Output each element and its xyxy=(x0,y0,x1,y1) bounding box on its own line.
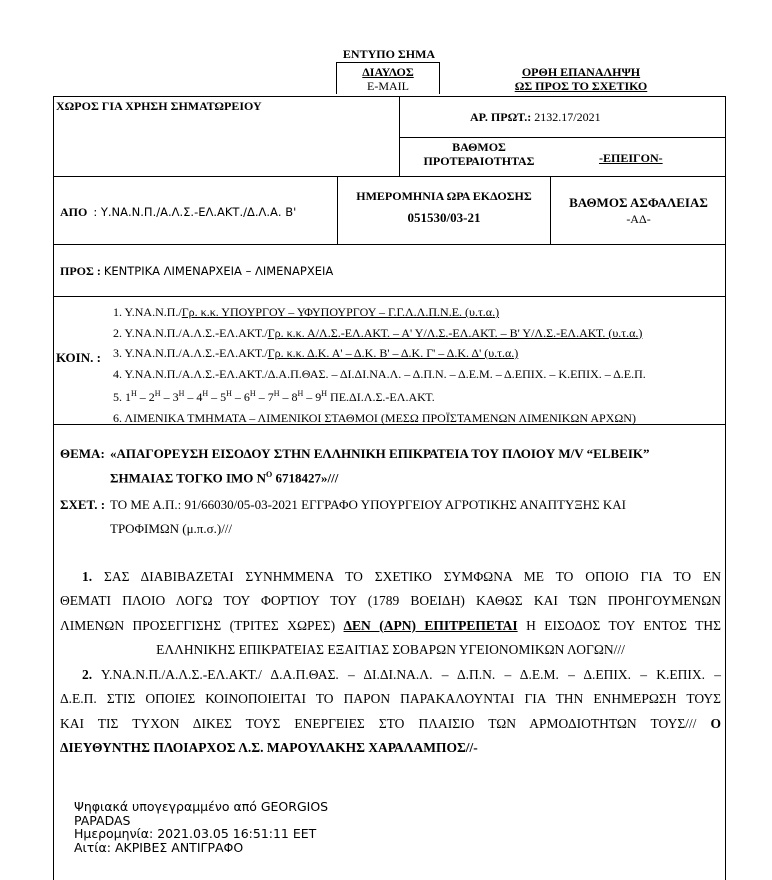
koin-item: 1. Υ.ΝΑ.Ν.Π./Γρ. κ.κ. ΥΠΟΥΡΓΟΥ – ΥΦΥΠΟΥΡΓΟΥ – Γ.Γ.Λ.Λ.Π.Ν.Ε. (υ.τ.α.) xyxy=(113,305,500,319)
reference-line1: ΤΟ ΜΕ Α.Π.: 91/66030/05-03-2021 ΕΓΓΡΑΦΟ ΥΠΟΥΡΓΕΙΟΥ ΑΓΡΟΤΙΚΗΣ ΑΝΑΠΤΥΞΗΣ ΚΑΙ xyxy=(110,497,627,512)
correct-repetition-block xyxy=(476,65,686,93)
to-field xyxy=(60,264,333,279)
issue-label: ΗΜΕΡΟΜΗΝΙΑ ΩΡΑ ΕΚΔΟΣΗΣ xyxy=(356,189,532,203)
priority-label-line2: ΠΡΟΤΕΡΑΙΟΤΗΤΑΣ xyxy=(423,154,535,168)
koin-item: 2. Υ.ΝΑ.Ν.Π./Α.Λ.Σ.-ΕΛ.ΑΚΤ./Γρ. κ.κ. Α/Λ.Σ.-ΕΛ.ΑΚΤ. – Α' Υ/Λ.Σ.-ΕΛ.ΑΚΤ. – Β' Υ/Λ.Σ.-ΕΛ.ΑΚΤ. (υ.τ.α.) xyxy=(113,325,643,340)
paragraph-1-line: 1. ΣΑΣ ΔΙΑΒΙΒΑΖΕΤΑΙ ΣΥΝΗΜΜΕΝΑ ΤΟ ΣΧΕΤΙΚΟ ΣΥΜΦΩΝΑ ΜΕ ΤΟ ΟΠΟΙΟ ΓΙΑ ΤΟ ΕΝ xyxy=(82,569,722,584)
protocol-label: ΑΡ. ΠΡΩΤ.: xyxy=(470,110,532,124)
reference-label: ΣΧΕΤ. : xyxy=(60,497,106,512)
security-value: -ΑΔ- xyxy=(626,212,651,226)
subject-line2: ΣΗΜΑΙΑΣ ΤΟΓΚΟ ΙΜΟ $N^O$ 6718427»/// xyxy=(110,470,339,486)
priority-value: -ΕΠΕΙΓΟΝ- xyxy=(599,151,663,165)
issue-value: 051530/03-21 xyxy=(407,210,481,225)
paragraph-2-line: 2. Υ.ΝΑ.Ν.Π./Α.Λ.Σ.-ΕΛ.ΑΚΤ./ Δ.Α.Π.ΘΑΣ. – ΔΙ.ΔΙ.ΝΑ.Λ. – Δ.Π.Ν. – Δ.Ε.Μ. – Δ.ΕΠΙΧ. – Κ.ΕΠΙΧ. – xyxy=(82,667,722,682)
as-relevant: ΩΣ ΠΡΟΣ ΤΟ ΣΧΕΤΙΚΟ xyxy=(514,79,648,93)
signatory-line: ΔΙΕΥΘΥΝΤΗΣ ΠΛΟΙΑΡΧΟΣ Λ.Σ. ΜΑΡΟΥΛΑΚΗΣ ΧΑΡΑΛΑΜΠΟΣ//- xyxy=(60,739,478,755)
subject-label: ΘΕΜΑ: xyxy=(60,446,105,461)
transmission-channel: E-MAIL xyxy=(367,79,409,93)
protocol-value: 2132.17/2021 xyxy=(534,110,601,124)
signal-space-label: ΧΩΡΟΣ ΓΙΑ ΧΡΗΣΗ ΣΗΜΑΤΩΡΕΙΟΥ xyxy=(56,99,262,113)
to-value: ΚΕΝΤΡΙΚΑ ΛΙΜΕΝΑΡΧΕΙΑ – ΛΙΜΕΝΑΡΧΕΙΑ xyxy=(103,264,334,278)
from-label: ΑΠΟ xyxy=(60,205,88,219)
koin-list xyxy=(113,302,723,428)
transmission-mode: ΔΙΑΥΛΟΣ xyxy=(362,65,414,79)
signature-line: PAPADAS xyxy=(74,812,131,828)
divider xyxy=(399,96,400,176)
koin-item: 4. Υ.ΝΑ.Ν.Π./Α.Λ.Σ.-ΕΛ.ΑΚΤ./Δ.Α.Π.ΘΑΣ. – ΔΙ.ΔΙ.ΝΑ.Λ. – Δ.Π.Ν. – Δ.Ε.Μ. – Δ.ΕΠΙΧ. – Κ.ΕΠΙΧ. – Δ.Ε.Π. xyxy=(113,366,646,381)
divider xyxy=(53,176,726,177)
divider xyxy=(53,244,726,245)
signature-line: Ψηφιακά υπογεγραμμένο από GEORGIOS xyxy=(74,799,329,814)
from-value: : Υ.ΝΑ.Ν.Π./Α.Λ.Σ.-ΕΛ.ΑΚΤ./Δ.Λ.Α. Β' xyxy=(93,205,297,219)
paragraph-2-line: Δ.Ε.Π. ΣΤΙΣ ΟΠΟΙΕΣ ΚΟΙΝΟΠΟΙΕΙΤΑΙ ΤΟ ΠΑΡΟΝ ΠΑΡΑΚΑΛΟΥΝΤΑΙ ΓΙΑ ΤΗΝ ΕΝΗΜΕΡΩΣΗ ΤΟΥΣ xyxy=(60,691,721,707)
subject-line1: «ΑΠΑΓΟΡΕΥΣΗ ΕΙΣΟΔΟΥ ΣΤΗΝ ΕΛΛΗΝΙΚΗ ΕΠΙΚΡΑΤΕΙΑ ΤΟΥ ΠΛΟΙΟΥ M/V “ELBEIK” xyxy=(110,446,650,461)
digital-signature xyxy=(74,800,328,854)
paragraph-1-line: ΛΙΜΕΝΩΝ ΠΡΟΣΕΓΓΙΣΗΣ (ΤΡΙΤΕΣ ΧΩΡΕΣ) ΔΕΝ (ΑΡΝ) ΕΠΙΤΡΕΠΕΤΑΙ Η ΕΙΣΟΔΟΣ ΤΟΥ ΕΝΤΟΣ ΤΗΣ xyxy=(60,617,721,633)
divider xyxy=(399,137,726,138)
divider xyxy=(53,296,726,297)
reference-line2: ΤΡΟΦΙΜΩΝ (μ.π.σ.)/// xyxy=(110,521,233,536)
priority-label-line1: ΒΑΘΜΟΣ xyxy=(452,140,506,154)
koin-item: 3. Υ.ΝΑ.Ν.Π./Α.Λ.Σ.-ΕΛ.ΑΚΤ./Γρ. κ.κ. Δ.Κ. Α' – Δ.Κ. Β' – Δ.Κ. Γ' – Δ.Κ. Δ' (υ.τ.α.) xyxy=(113,346,519,360)
koin-item: 6. ΛΙΜΕΝΙΚΑ ΤΜΗΜΑΤΑ – ΛΙΜΕΝΙΚΟΙ ΣΤΑΘΜΟΙ (ΜΕΣΩ ΠΡΟΪΣΤΑΜΕΝΩΝ ΛΙΜΕΝΙΚΩΝ ΑΡΧΩΝ) xyxy=(113,410,636,425)
paragraph-1-line: ΘΕΜΑΤΙ ΠΛΟΙΟ ΛΟΓΩ ΤΟΥ ΦΟΡΤΙΟΥ ΤΟΥ (1789 ΒΟΕΙΔΗ) ΚΑΘΩΣ ΚΑΙ ΤΩΝ ΠΡΟΗΓΟΥΜΕΝΩΝ xyxy=(60,593,721,609)
koin-item: 5. $1^H - 2^H - 3^H - 4^H - 5^H - 6^H - 7^H - 8^H - 9^H$ ΠΕ.ΔΙ.Λ.Σ.-ΕΛ.ΑΚΤ. xyxy=(113,389,435,404)
correct-repetition: ΟΡΘΗ ΕΠΑΝΑΛΗΨΗ xyxy=(521,65,641,79)
from-field xyxy=(60,205,296,220)
paragraph-1-line: ΕΛΛΗΝΙΚΗΣ ΕΠΙΚΡΑΤΕΙΑΣ ΕΞΑΙΤΙΑΣ ΣΟΒΑΡΩΝ ΥΓΕΙΟΝΟΜΙΚΩΝ ΛΟΓΩΝ/// xyxy=(156,641,625,657)
signature-line: Αιτία: ΑΚΡΙΒΕΣ ΑΝΤΙΓΡΑΦΟ xyxy=(74,839,244,855)
transmission-box xyxy=(336,62,440,94)
paragraph-2-line: ΚΑΙ ΤΙΣ ΤΥΧΟΝ ΔΙΚΕΣ ΤΟΥΣ ΕΝΕΡΓΕΙΕΣ ΣΤΟ ΠΛΑΙΣΙΟ ΤΩΝ ΑΡΜΟΔΙΟΤΗΤΩΝ ΤΟΥΣ/// Ο xyxy=(60,715,721,731)
protocol-number xyxy=(470,110,601,125)
security-label: ΒΑΘΜΟΣ ΑΣΦΑΛΕΙΑΣ xyxy=(569,195,708,210)
paragraph-1 xyxy=(60,565,721,662)
priority-label xyxy=(405,140,553,168)
form-title: ΕΝΤΥΠΟ ΣΗΜΑ xyxy=(342,47,436,61)
signature-line: Ημερομηνία: 2021.03.05 16:51:11 EET xyxy=(74,826,317,841)
koin-label: ΚΟΙΝ. : xyxy=(56,350,101,365)
to-label: ΠΡΟΣ : xyxy=(60,264,101,278)
paragraph-2 xyxy=(60,663,721,760)
